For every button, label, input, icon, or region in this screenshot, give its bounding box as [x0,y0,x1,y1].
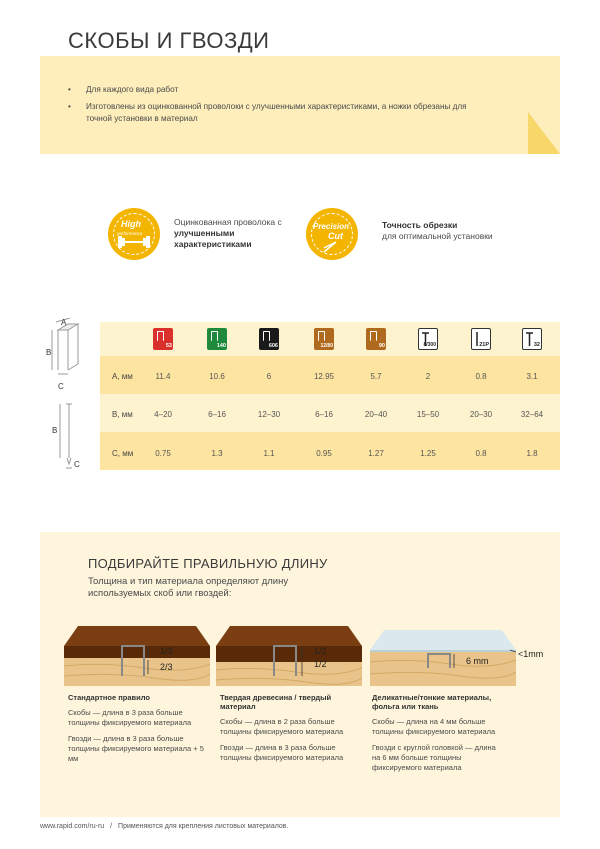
table-cell: 11.4 [155,372,171,381]
measure-label: <1mm [518,649,544,659]
badge-text: High [121,219,141,229]
table-cell: 12–30 [257,410,281,419]
table-cell: 0.75 [155,449,171,458]
dim-label-a: A [61,318,67,327]
dim-label-b: B [52,426,58,435]
table-cell: 4–20 [154,410,172,419]
nail-type-icon: 8/300 [418,328,438,350]
table-cell: 6 [266,372,272,381]
row-label-a: A, мм [112,372,133,381]
footer-note: Применяются для крепления листовых материалов. [118,823,289,830]
table-cell: 10.6 [209,372,225,381]
table-cell: 0.95 [316,449,332,458]
table-cell: 1.1 [263,449,275,458]
section-title: ПОДБИРАЙТЕ ПРАВИЛЬНУЮ ДЛИНУ [88,556,328,571]
staple-type-icon: 12/80 [314,328,334,350]
footer [40,823,288,830]
table-cell: 20–40 [364,410,388,419]
staple-type-icon: 140 [207,328,227,350]
table-cell: 2 [425,372,431,381]
table-cell: 32–64 [520,410,544,419]
rule-delicate: Деликатные/тонкие материалы, фольга или ткань Скобы — длина на 4 мм больше толщины фиксируемого материала Гвозди с круглой головкой — длина на 6 мм больше толщины фиксируемого материала [372,693,496,772]
dim-label-c: C [74,460,80,469]
intro-bullet: • Для каждого вида работ [68,84,468,96]
row-label-c: C, мм [112,449,134,458]
staple-type-icon: 53 [153,328,173,350]
staple-dimension-diagram [44,318,100,474]
feature-precision-text: Точность обрезки для оптимальной установки [382,220,493,241]
table-cell: 20–30 [469,410,493,419]
page-title: СКОБЫ И ГВОЗДИ [68,28,270,53]
badge-text: Precision [313,222,350,231]
fraction-top: 1/3 [160,646,173,656]
table-cell: 1.25 [420,449,436,458]
hardwood-illustration [216,624,362,686]
intro-bullet: • Изготовлены из оцинкованной проволоки с улучшенными характеристиками, а ножки обрезаны для точной установки в материал [68,101,468,125]
staple-type-icon: 606 [259,328,279,350]
dim-label-c: C [58,382,64,391]
footer-separator: / [110,823,113,830]
section-subtitle: Толщина и тип материала определяют длину используемых скоб или гвоздей: [88,576,289,599]
table-cell: 6–16 [208,410,226,419]
staple-type-icon: 90 [366,328,386,350]
fraction-bottom: 2/3 [160,662,173,672]
table-cell: 1.27 [368,449,384,458]
table-cell: 12.95 [313,372,335,381]
delicate-material-illustration [370,624,516,686]
badge-subtext: performance [117,231,143,236]
row-label-b: B, мм [112,410,133,419]
table-cell: 1.3 [211,449,223,458]
measure-label: 6 mm [466,656,489,666]
intro-bullet-list [68,84,468,130]
page-fold-corner [528,112,560,154]
rule-standard: Стандартное правило Скобы — длина в 3 раза больше толщины фиксируемого материала Гвозди — длина в 3 раза больше толщины фиксируемого материала + 5 мм [68,693,204,763]
nail-type-icon: 21P [471,328,491,350]
fraction-bottom: 1/2 [314,659,327,669]
table-cell: 0.8 [475,449,487,458]
table-cell: 3.1 [526,372,538,381]
nail-type-icon: 32 [522,328,542,350]
wood-standard-illustration [64,624,210,686]
dim-label-b: B [46,348,52,357]
feature-galvanized-text: Оцинкованная проволока с улучшенными характеристиками [174,217,282,249]
fraction-top: 1/2 [314,646,327,656]
table-cell: 15–50 [416,410,440,419]
table-cell: 6–16 [315,410,333,419]
precision-cut-badge [306,208,358,260]
badge-subtext: Cut [328,231,343,241]
high-performance-badge [108,208,160,260]
rule-hardwood: Твердая древесина / твердый материал Скобы — длина в 2 раза больше толщины фиксируемого материала Гвозди — длина в 3 раза больше толщины фиксируемого материала [220,693,344,762]
footer-url[interactable]: www.rapid.com/ru-ru [40,823,105,830]
table-cell: 5.7 [370,372,382,381]
table-cell: 1.8 [526,449,538,458]
table-cell: 0.8 [475,372,487,381]
